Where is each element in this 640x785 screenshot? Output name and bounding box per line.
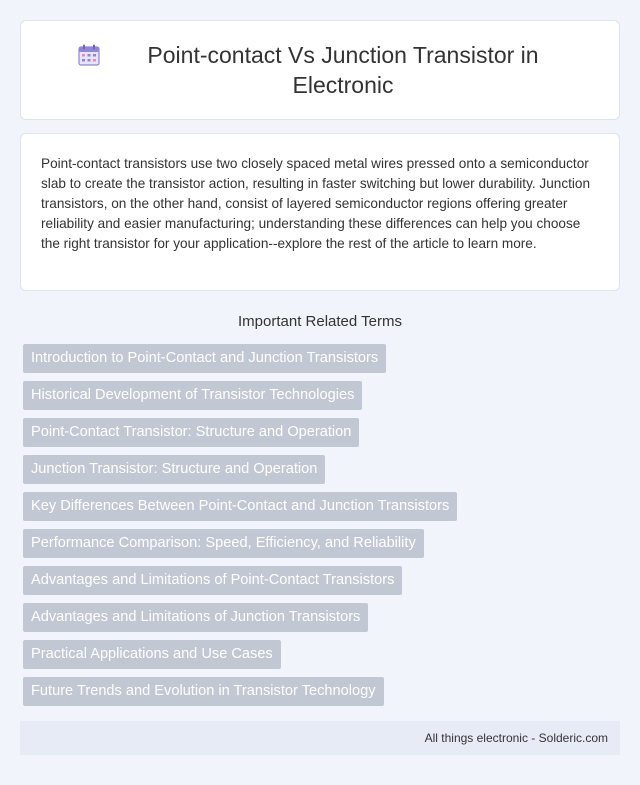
footer-credit[interactable]: All things electronic - Solderic.com (424, 731, 608, 745)
related-term-tag[interactable]: Advantages and Limitations of Junction Transistors (23, 603, 368, 632)
related-term-tag[interactable]: Junction Transistor: Structure and Operation (23, 455, 325, 484)
calendar-icon (77, 43, 101, 67)
related-terms-heading: Important Related Terms (238, 313, 402, 330)
related-term-tag[interactable]: Key Differences Between Point-Contact and Junction Transistors (23, 492, 457, 521)
intro-card (20, 133, 620, 291)
related-term-tag[interactable]: Performance Comparison: Speed, Efficiency, and Reliability (23, 529, 424, 558)
related-term-tag[interactable]: Future Trends and Evolution in Transistor Technology (23, 677, 384, 706)
related-term-tag[interactable]: Historical Development of Transistor Technologies (23, 381, 362, 410)
related-term-tag[interactable]: Practical Applications and Use Cases (23, 640, 281, 669)
related-term-tag[interactable]: Advantages and Limitations of Point-Contact Transistors (23, 566, 402, 595)
related-term-tag[interactable]: Point-Contact Transistor: Structure and Operation (23, 418, 359, 447)
related-term-tag[interactable]: Introduction to Point-Contact and Junction Transistors (23, 344, 386, 373)
header-card (20, 20, 620, 120)
footer (20, 721, 620, 755)
page-title: Point-contact Vs Junction Transistor in Electronic (147, 42, 539, 98)
related-terms-list (23, 344, 617, 714)
title-wrap (77, 40, 563, 100)
intro-paragraph: Point-contact transistors use two closely spaced metal wires pressed onto a semiconductor slab to create the transistor action, resulting in faster switching but lower durability. Junction transistors, on the other hand, consist of layered semiconductor regions offering greater reliability and easier manufacturing; understanding these differences can help you choose the right transistor for your application--explore the rest of the article to learn more. (41, 156, 591, 251)
